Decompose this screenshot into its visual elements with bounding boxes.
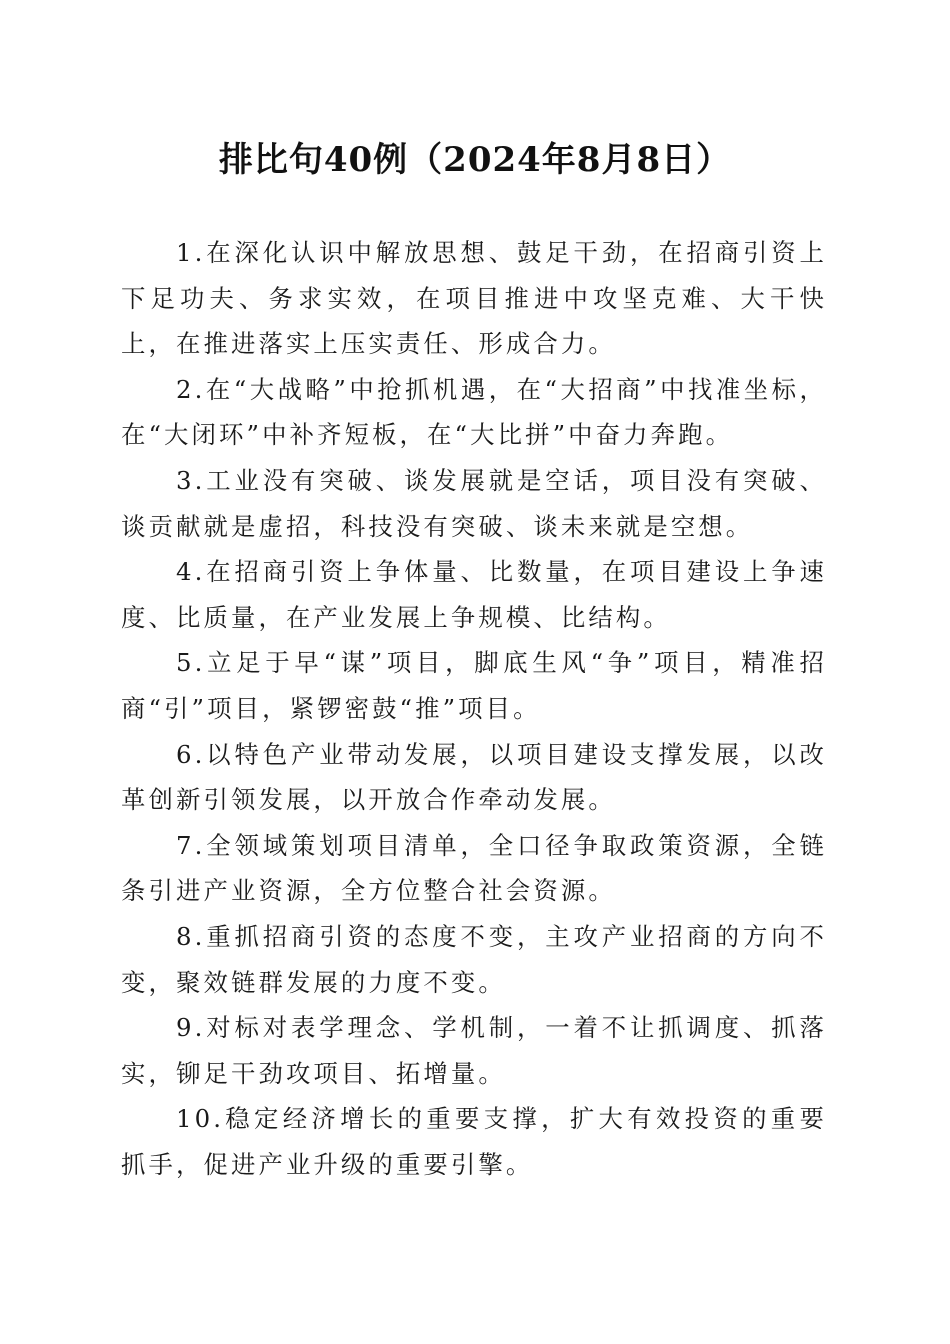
paragraph-5: 5.立足于早“谋”项目，脚底生风“争”项目，精准招商“引”项目，紧锣密鼓“推”项目。: [121, 648, 827, 723]
paragraph-7: 7.全领域策划项目清单，全口径争取政策资源，全链条引进产业资源，全方位整合社会资源。: [121, 830, 827, 906]
paragraph-4: 4.在招商引资上争体量、比数量，在项目建设上争速度、比质量，在产业发展上争规模、比结构。: [121, 557, 827, 632]
paragraph-10: 10.稳定经济增长的重要支撑，扩大有效投资的重要抓手，促进产业升级的重要引擎。: [121, 1104, 827, 1179]
document-title: 排比句40例（2024年8月8日）: [218, 140, 732, 180]
paragraph-1: 1.在深化认识中解放思想、鼓足干劲，在招商引资上下足功夫、务求实效，在项目推进中攻坚克难、大干快上，在推进落实上压实责任、形成合力。: [121, 238, 827, 359]
paragraph-3: 3.工业没有突破、谈发展就是空话，项目没有突破、谈贡献就是虚招，科技没有突破、谈未来就是空想。: [121, 465, 827, 541]
paragraph-6: 6.以特色产业带动发展，以项目建设支撑发展，以改革创新引领发展，以开放合作牵动发展。: [121, 739, 827, 815]
paragraph-8: 8.重抓招商引资的态度不变，主攻产业招商的方向不变，聚效链群发展的力度不变。: [121, 921, 827, 997]
document-body: [121, 230, 827, 1187]
paragraph-9: 9.对标对表学理念、学机制，一着不让抓调度、抓落实，铆足干劲攻项目、拓增量。: [121, 1013, 827, 1088]
paragraph-2: 2.在“大战略”中抢抓机遇，在“大招商”中找准坐标，在“大闭环”中补齐短板，在“大比拼”中奋力奔跑。: [121, 374, 827, 450]
